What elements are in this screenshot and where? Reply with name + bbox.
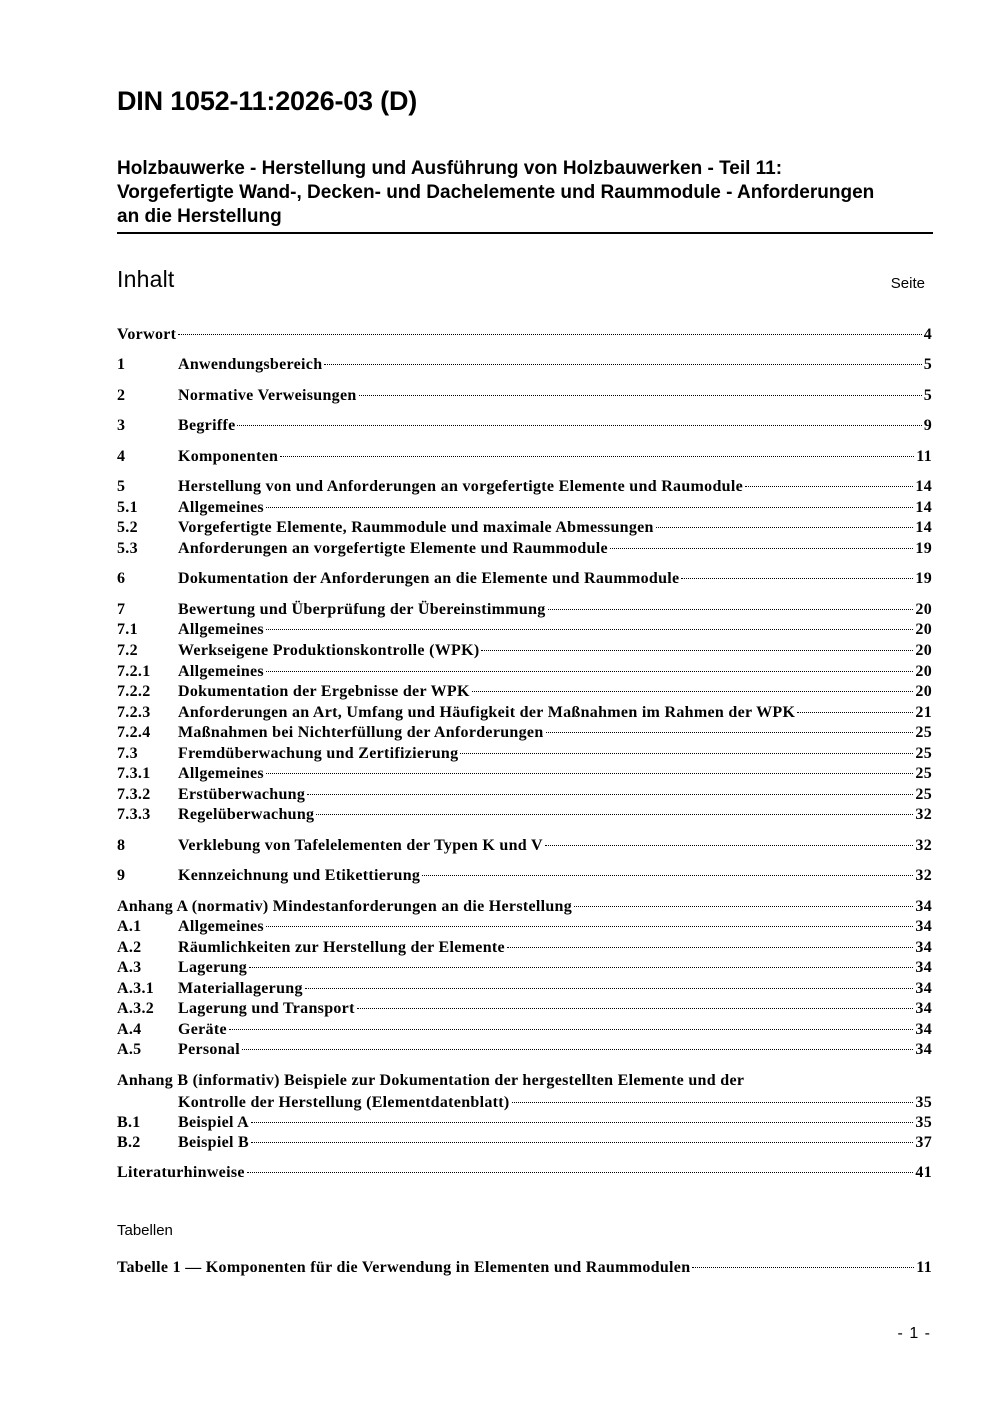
toc-entry-number: 3 bbox=[117, 417, 126, 434]
toc-entry-text: Allgemeines bbox=[178, 765, 264, 782]
leader-dots bbox=[247, 1172, 914, 1173]
toc-entry[interactable] bbox=[117, 1132, 932, 1154]
toc-entry-page: 34 bbox=[915, 1021, 932, 1038]
toc-entry-page: 4 bbox=[923, 326, 932, 343]
leader-dots bbox=[251, 1142, 913, 1143]
toc-entry-page: 25 bbox=[915, 724, 932, 741]
toc-entry-text: Maßnahmen bei Nichterfüllung der Anforderungen bbox=[178, 724, 544, 741]
leader-dots bbox=[546, 732, 914, 733]
toc-entry-text: Kontrolle der Herstellung (Elementdatenblatt) bbox=[178, 1094, 510, 1111]
leader-dots bbox=[316, 814, 913, 815]
toc-entry-text: Lagerung bbox=[178, 959, 248, 976]
title-line: Holzbauwerke - Herstellung und Ausführung von Holzbauwerken - Teil 11: bbox=[117, 158, 783, 179]
toc-entry[interactable] bbox=[117, 681, 932, 703]
toc-entry-page: 25 bbox=[915, 765, 932, 782]
toc-entry[interactable] bbox=[117, 568, 932, 590]
toc-entry-page: 35 bbox=[915, 1094, 932, 1111]
toc-entry-number: 5.3 bbox=[117, 540, 138, 557]
toc-entry-number: 2 bbox=[117, 387, 126, 404]
toc-entry[interactable] bbox=[117, 640, 932, 662]
table-entry-text: Tabelle 1 — Komponenten für die Verwendung in Elementen und Raummodulen bbox=[117, 1259, 691, 1276]
toc-entry-text: Beispiel B bbox=[178, 1134, 250, 1151]
toc-entry[interactable] bbox=[117, 784, 932, 806]
toc-entry-text: Allgemeines bbox=[178, 621, 264, 638]
toc-entry-page: 9 bbox=[923, 417, 932, 434]
toc-entry-text: Regelüberwachung bbox=[178, 806, 315, 823]
toc-entry-number: B.2 bbox=[117, 1134, 141, 1151]
leader-dots bbox=[178, 334, 921, 335]
leader-dots bbox=[237, 425, 921, 426]
leader-dots bbox=[656, 527, 914, 528]
leader-dots bbox=[681, 578, 913, 579]
toc-entry-text: Personal bbox=[178, 1041, 240, 1058]
toc-entry-text: Erstüberwachung bbox=[178, 786, 306, 803]
leader-dots bbox=[692, 1267, 914, 1268]
toc-entry-text: Vorgefertigte Elemente, Raummodule und maximale Abmessungen bbox=[178, 519, 654, 536]
toc-entry-number: 5.2 bbox=[117, 519, 138, 536]
toc-entry-page: 20 bbox=[915, 663, 932, 680]
toc-entry[interactable] bbox=[117, 1112, 932, 1134]
toc-entry[interactable] bbox=[117, 978, 932, 1000]
leader-dots bbox=[266, 629, 913, 630]
toc-entry[interactable] bbox=[117, 835, 932, 857]
leader-dots bbox=[249, 967, 913, 968]
toc-heading: Inhalt bbox=[117, 266, 175, 292]
toc-entry-text: Allgemeines bbox=[178, 499, 264, 516]
toc-entry-text: Kennzeichnung und Etikettierung bbox=[178, 867, 421, 884]
leader-dots bbox=[797, 712, 913, 713]
toc-entry[interactable] bbox=[117, 1039, 932, 1061]
toc-entry[interactable] bbox=[117, 804, 932, 826]
toc-entry[interactable] bbox=[117, 916, 932, 938]
toc-entry-text: Vorwort bbox=[117, 326, 177, 343]
toc-entry-text: Geräte bbox=[178, 1021, 227, 1038]
toc-entry[interactable] bbox=[117, 896, 932, 918]
toc-entry-page: 32 bbox=[915, 867, 932, 884]
toc-entry-page: 35 bbox=[915, 1114, 932, 1131]
toc-entry-text: Werkseigene Produktionskontrolle (WPK) bbox=[178, 642, 480, 659]
leader-dots bbox=[359, 395, 922, 396]
leader-dots bbox=[512, 1102, 914, 1103]
toc-entry-text: Literaturhinweise bbox=[117, 1164, 245, 1181]
toc-entry[interactable] bbox=[117, 998, 932, 1020]
toc-entry-number: 7.2 bbox=[117, 642, 138, 659]
toc-entry-page: 34 bbox=[915, 939, 932, 956]
toc-entry-text: Komponenten bbox=[178, 448, 279, 465]
toc-entry[interactable] bbox=[117, 599, 932, 621]
toc-entry[interactable] bbox=[117, 476, 932, 498]
toc-entry-text: Herstellung von und Anforderungen an vorgefertigte Elemente und Raumodule bbox=[178, 478, 744, 495]
toc-entry[interactable] bbox=[117, 446, 932, 468]
toc-entry-text: Begriffe bbox=[178, 417, 236, 434]
toc-entry-page: 19 bbox=[915, 570, 932, 587]
toc-entry-number: A.1 bbox=[117, 918, 142, 935]
toc-entry-number: A.3.1 bbox=[117, 980, 155, 997]
toc-entry-text: Bewertung und Überprüfung der Übereinstimmung bbox=[178, 601, 546, 618]
toc-entry[interactable] bbox=[117, 957, 932, 979]
leader-dots bbox=[280, 456, 914, 457]
toc-entry[interactable] bbox=[117, 937, 932, 959]
toc-entry-number: A.5 bbox=[117, 1041, 142, 1058]
toc-entry-number: 5.1 bbox=[117, 499, 138, 516]
toc-entry[interactable] bbox=[117, 1070, 932, 1114]
toc-entry-text: Anwendungsbereich bbox=[178, 356, 323, 373]
leader-dots bbox=[242, 1049, 913, 1050]
toc-entry-page: 25 bbox=[915, 786, 932, 803]
toc-entry[interactable] bbox=[117, 661, 932, 683]
table-entry-page: 11 bbox=[916, 1259, 932, 1276]
toc-entry-text: Anforderungen an vorgefertigte Elemente und Raummodule bbox=[178, 540, 608, 557]
leader-dots bbox=[548, 609, 914, 610]
toc-entry-page: 19 bbox=[915, 540, 932, 557]
toc-entry[interactable] bbox=[117, 763, 932, 785]
toc-entry-page: 32 bbox=[915, 837, 932, 854]
leader-dots bbox=[422, 875, 913, 876]
toc-entry-page: 20 bbox=[915, 683, 932, 700]
leader-dots bbox=[574, 906, 913, 907]
leader-dots bbox=[545, 845, 914, 846]
leader-dots bbox=[481, 650, 913, 651]
toc-entry-number: 7.3.2 bbox=[117, 786, 151, 803]
toc-entry[interactable] bbox=[117, 517, 932, 539]
toc-entry[interactable] bbox=[117, 497, 932, 519]
toc-entry-page: 37 bbox=[915, 1134, 932, 1151]
toc-entry-text: Verklebung von Tafelelementen der Typen K und V bbox=[178, 837, 543, 854]
toc-entry-text: Lagerung und Transport bbox=[178, 1000, 355, 1017]
toc-entry-text: Dokumentation der Anforderungen an die Elemente und Raummodule bbox=[178, 570, 680, 587]
toc-entry[interactable] bbox=[117, 743, 932, 765]
toc-entry[interactable] bbox=[117, 702, 932, 724]
toc-entry[interactable] bbox=[117, 538, 932, 560]
toc-entry[interactable] bbox=[117, 865, 932, 887]
toc-entry-page: 21 bbox=[915, 704, 932, 721]
toc-entry-number: 7.3.3 bbox=[117, 806, 151, 823]
toc-entry-page: 32 bbox=[915, 806, 932, 823]
toc-entry-number: 9 bbox=[117, 867, 126, 884]
page-column-label: Seite bbox=[890, 275, 925, 292]
toc-entry-text: Beispiel A bbox=[178, 1114, 250, 1131]
toc-entry-text: Anhang A (normativ) Mindestanforderungen an die Herstellung bbox=[117, 898, 573, 915]
toc-entry-text: Normative Verweisungen bbox=[178, 387, 357, 404]
toc-entry-page: 34 bbox=[915, 898, 932, 915]
toc-entry[interactable] bbox=[117, 1162, 932, 1184]
toc-entry-number: 7.2.4 bbox=[117, 724, 151, 741]
toc-entry-page: 14 bbox=[915, 499, 932, 516]
toc-entry-page: 34 bbox=[915, 959, 932, 976]
leader-dots bbox=[266, 926, 913, 927]
toc-entry[interactable] bbox=[117, 619, 932, 641]
toc-entry-number: 7.2.1 bbox=[117, 663, 151, 680]
toc-entry-page: 20 bbox=[915, 621, 932, 638]
leader-dots bbox=[266, 671, 913, 672]
leader-dots bbox=[229, 1029, 914, 1030]
toc-entry-page: 14 bbox=[915, 478, 932, 495]
leader-dots bbox=[324, 364, 921, 365]
table-list-entry[interactable] bbox=[117, 1257, 932, 1279]
toc-entry-number: 7 bbox=[117, 601, 126, 618]
toc-entry[interactable] bbox=[117, 722, 932, 744]
toc-entry-number: 6 bbox=[117, 570, 126, 587]
toc-entry-number: A.3 bbox=[117, 959, 142, 976]
document-id: DIN 1052-11:2026-03 (D) bbox=[117, 86, 418, 116]
title-line: an die Herstellung bbox=[117, 206, 282, 227]
leader-dots bbox=[745, 486, 913, 487]
toc-entry-number: 1 bbox=[117, 356, 126, 373]
toc-entry-page: 34 bbox=[915, 1041, 932, 1058]
leader-dots bbox=[357, 1008, 914, 1009]
toc-entry-page: 5 bbox=[923, 387, 932, 404]
toc-entry-number: 5 bbox=[117, 478, 126, 495]
leader-dots bbox=[610, 548, 913, 549]
toc-entry-text: Anforderungen an Art, Umfang und Häufigkeit der Maßnahmen im Rahmen der WPK bbox=[178, 704, 796, 721]
toc-entry-page: 41 bbox=[915, 1164, 932, 1181]
toc-entry-page: 11 bbox=[916, 448, 932, 465]
toc-entry-page: 34 bbox=[915, 918, 932, 935]
toc-entry-text: Räumlichkeiten zur Herstellung der Elemente bbox=[178, 939, 505, 956]
title-line: Vorgefertigte Wand-, Decken- und Dachelemente und Raummodule - Anforderungen bbox=[117, 182, 875, 203]
toc-entry-page: 14 bbox=[915, 519, 932, 536]
toc-entry-page: 34 bbox=[915, 980, 932, 997]
document-title bbox=[117, 157, 933, 234]
toc-entry[interactable] bbox=[117, 415, 932, 437]
toc-entry-number: 7.1 bbox=[117, 621, 138, 638]
toc-entry[interactable] bbox=[117, 385, 932, 407]
leader-dots bbox=[266, 507, 913, 508]
toc-entry-page: 20 bbox=[915, 642, 932, 659]
toc-entry-number: 7.2.2 bbox=[117, 683, 151, 700]
toc-entry-number: A.3.2 bbox=[117, 1000, 155, 1017]
toc-entry-text: Anhang B (informativ) Beispiele zur Dokumentation der hergestellten Elemente und der bbox=[117, 1072, 745, 1089]
leader-dots bbox=[305, 988, 914, 989]
page-number: - 1 - bbox=[897, 1325, 931, 1342]
toc-entry-text: Fremdüberwachung und Zertifizierung bbox=[178, 745, 459, 762]
toc-entry-page: 25 bbox=[915, 745, 932, 762]
toc-entry-number: 8 bbox=[117, 837, 126, 854]
leader-dots bbox=[251, 1122, 913, 1123]
toc-entry-text: Allgemeines bbox=[178, 918, 264, 935]
toc-entry-number: 7.2.3 bbox=[117, 704, 151, 721]
leader-dots bbox=[460, 753, 913, 754]
toc-entry-number: B.1 bbox=[117, 1114, 141, 1131]
toc-entry[interactable] bbox=[117, 354, 932, 376]
toc-entry-number: A.4 bbox=[117, 1021, 142, 1038]
toc-entry-page: 20 bbox=[915, 601, 932, 618]
leader-dots bbox=[266, 773, 913, 774]
toc-entry-text: Allgemeines bbox=[178, 663, 264, 680]
leader-dots bbox=[307, 794, 913, 795]
toc-entry-text: Dokumentation der Ergebnisse der WPK bbox=[178, 683, 470, 700]
tables-heading: Tabellen bbox=[117, 1222, 173, 1239]
toc-entry-number: 4 bbox=[117, 448, 126, 465]
toc-entry-page: 5 bbox=[923, 356, 932, 373]
toc-entry[interactable] bbox=[117, 324, 932, 346]
toc-entry-number: 7.3.1 bbox=[117, 765, 151, 782]
toc-entry-number: A.2 bbox=[117, 939, 142, 956]
toc-entry-number: 7.3 bbox=[117, 745, 138, 762]
toc-entry-text: Materiallagerung bbox=[178, 980, 303, 997]
leader-dots bbox=[507, 947, 913, 948]
toc-entry-page: 34 bbox=[915, 1000, 932, 1017]
toc-entry[interactable] bbox=[117, 1019, 932, 1041]
leader-dots bbox=[472, 691, 914, 692]
